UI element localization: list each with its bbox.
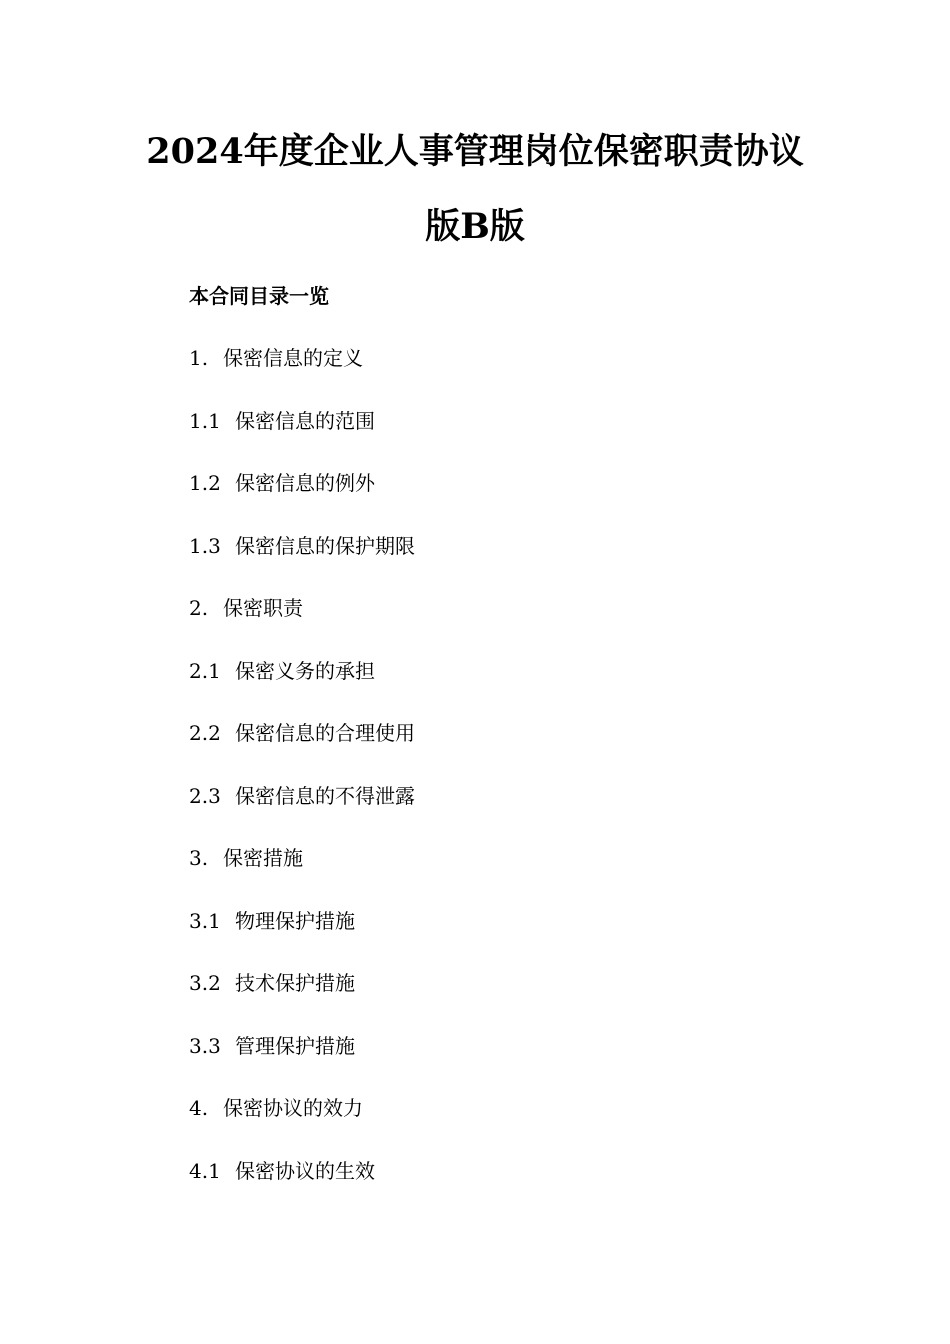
toc-item bbox=[189, 468, 415, 531]
toc-item-text: 保密信息的合理使用 bbox=[235, 721, 415, 745]
toc-item bbox=[189, 906, 415, 969]
toc-item-number: 3.3 bbox=[189, 1033, 221, 1058]
toc-item-number: 3.1 bbox=[189, 908, 221, 933]
toc-item-text: 保密信息的定义 bbox=[223, 346, 363, 370]
toc-item-text: 保密职责 bbox=[223, 596, 303, 620]
toc-item-number: 1.3 bbox=[189, 533, 221, 558]
toc-item bbox=[189, 593, 415, 656]
toc-item-text: 保密信息的保护期限 bbox=[235, 533, 415, 558]
toc-item bbox=[189, 781, 415, 844]
toc-list bbox=[189, 343, 415, 1218]
toc-item-text: 保密信息的不得泄露 bbox=[235, 783, 415, 808]
toc-item-number: 2.2 bbox=[189, 721, 221, 745]
toc-item-text: 保密协议的生效 bbox=[235, 1158, 375, 1183]
toc-item-text: 技术保护措施 bbox=[235, 971, 355, 995]
document-title-line-1: 2024年度企业人事管理岗位保密职责协议 bbox=[146, 131, 804, 172]
toc-item bbox=[189, 531, 415, 594]
toc-heading: 本合同目录一览 bbox=[189, 284, 329, 308]
toc-item-number: 4.1 bbox=[189, 1158, 221, 1183]
toc-item-text: 保密信息的范围 bbox=[235, 408, 375, 433]
toc-item-text: 保密义务的承担 bbox=[235, 658, 375, 683]
toc-item-number: 2.3 bbox=[189, 783, 221, 808]
toc-item-number: 1.1 bbox=[189, 408, 221, 433]
toc-item-number: 3.2 bbox=[189, 971, 221, 995]
toc-item bbox=[189, 1093, 415, 1156]
toc-item-number: 2. bbox=[189, 596, 209, 620]
toc-item bbox=[189, 718, 415, 781]
toc-item-text: 保密协议的效力 bbox=[223, 1096, 363, 1120]
toc-item-text: 保密措施 bbox=[223, 846, 303, 870]
toc-item-number: 4. bbox=[189, 1096, 209, 1120]
toc-item-text: 保密信息的例外 bbox=[235, 471, 375, 495]
toc-item-number: 1.2 bbox=[189, 471, 221, 495]
toc-item-text: 管理保护措施 bbox=[235, 1033, 355, 1058]
toc-item-text: 物理保护措施 bbox=[235, 908, 355, 933]
document-title-line-2: 版B版 bbox=[425, 206, 525, 247]
toc-item bbox=[189, 656, 415, 719]
toc-item bbox=[189, 406, 415, 469]
toc-item-number: 2.1 bbox=[189, 658, 221, 683]
toc-item bbox=[189, 343, 415, 406]
toc-item bbox=[189, 968, 415, 1031]
toc-item-number: 3. bbox=[189, 846, 209, 870]
toc-item-number: 1. bbox=[189, 346, 209, 370]
toc-item bbox=[189, 1031, 415, 1094]
toc-item bbox=[189, 1156, 415, 1219]
toc-item bbox=[189, 843, 415, 906]
